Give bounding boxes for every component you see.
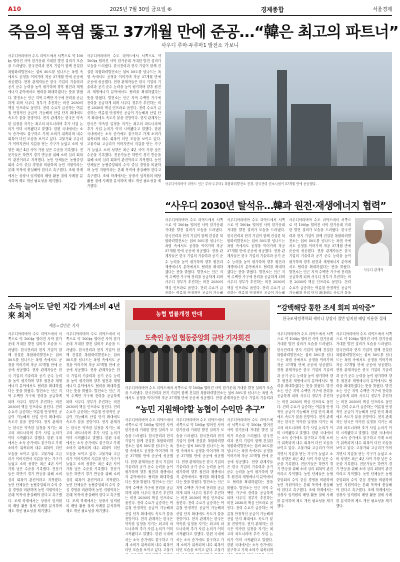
body-column: 사우디아라비아 수도 리야드에서 서쪽으로 약 100㎞ 떨어진 사막 한가운데 거대한 발전 설비가 모습을 드러냈다. 한국전력과 현지 기업이 함께 건설한 복합화력발전소는 섭씨 50도를 넘나드는 폭염 속에서도 공정을 이어가며 착공 37개월 만에 준공에 성공했다. 현장 관계자들은 한국 기업의 기술력과 공기 준수 능력을 높이 평가하며 향후 원전과 재생에너지 분야에서도 협력을 확대하겠다는 뜻을 밝혔다. 발전소는 인근 지역 수백만 가구에 전력을 공급하게 되며 사우디 정부가 추진하는 비전 2030의 핵심 인프라로 꼽힌다. 전력 수요가 급증하는 여름철 안정적인 공급이 가능해 [165, 218, 223, 294]
body-column: 사우디아라비아 수도 리야드에서 서쪽으로 약 100㎞ 떨어진 사막 한가운데 거대한 발전 설비가 모습을 드러냈다. 한국전력과 현지 기업이 함께 건설한 복합화력발전소는 섭씨 50도를 넘나드는 폭염 속에서도 공정을 이어가며 착공 37개월 만에 준공에 성공했다. 현장 관계자들은 한국 기업의 기술력과 공기 준수 능력을 높이 평가하며 향후 원전과 재생에너지 분야에서도 협력을 확대하겠다는 뜻을 밝혔다. 발전소는 인근 지역 수백만 가구에 전력을 공급하게 되며 사우디 정부가 추진하는 비전 2030의 핵심 인프라로 꼽힌다. 전력 수요가 급증하는 여름철 안정적인 공급이 가능해져 산업 단지 확대에도 속도가 붙을 전망이다. 현지 관계자는 한국은 약속한 일정을 지키는 최고의 파트너라며 추가 사업 논의가 이미 시작됐다고 말했다. 한편 국내에서는 소득 증가에도 불구하고 가계 소비가 위축되며 내수 회복이 더딘 모습을 보이고 있다. 고물가와 고금리가 이어지면서 지갑을 닫는 가구가 늘었고 소비 성향은 최근 4년 사이 가장 낮은 수준을 기록했다. 전문가들은 하반기 경기 반등을 위해 소비 심리 회복이 관건이라고 지적했다. 농민 단체들은 농협중앙회의 수익 중심 경영을 비판하며 농민 지원이라는 본래 목적에 충실해야 한다고 촉구했다. 조세 학계에서는 상장사 임직원의 배당 활용 절세 사례를 분석하며 제도 개선 필요성을 제기했다. [8, 54, 83, 183]
body-column: 사우디아라비아 수도 리야드에서 서쪽으로 약 100㎞ 떨어진 사막 한가운데 거대한 발전 설비가 모습을 드러냈다. 한국전력과 현지 기업이 함께 건설한 복합화력발전소는 섭씨 50도를 넘나드는 폭염 속에서도 공정을 이어가며 착공 37개월 만에 준공에 성공했다. 현장 관계자들은 한국 기업의 기술력과 공기 준수 능력을 높이 평가하며 향후 원전과 재생에너지 분야에서도 협력을 확대하겠다는 뜻을 밝혔다. 발전소는 인근 지역 수백만 가구에 전력을 공급하게 되며 사우디 정부가 추진하는 비전 2030의 핵심 인프라로 꼽힌다. 전력 수요가 급증하는 여름철 안정적인 공급이 가능해져 산업 단지 확대에도 속도가 붙을 전망이다. 현지 관계자는 한국은 약속한 일정을 지키는 최고의 파트너라며 추가 사업 논의가 이미 시작됐다고 말했다. 한편 국내에서는 소득 증가에도 불구하고 가계 소비가 위축되며 내수 회복이 더딘 모습을 보이고 있다. 고물가와 고금리가 이어지면서 지갑을 닫는 가구가 늘었고 소비 성향은 최근 4년 사이 가장 낮은 수준을 기록했다. 전문가들은 하반기 경기 반등을 위해 소비 심리 회복이 관건이라고 지적했다. 농민 단체들은 농협중앙회의 수익 중심 경영을 비판하며 농민 지원이라는 본래 목적에 충실해야 한다고 촉구했다. 조세 학계에서는 상장사 임직원의 배당 활용 절세 사례를 분석하며 제도 개선 필요성을 제기했다. [336, 332, 392, 508]
body-column: 사우디아라비아 수도 리야드에서 서쪽으로 약 100㎞ 떨어진 사막 한가운데 거대한 발전 설비가 모습을 드러냈다. 한국전력과 현지 기업이 함께 건설한 복합화력발전소는 섭씨 50도를 넘나드는 폭염 속에서도 공정을 이어가며 착공 37개월 만에 준공에 성공했다. 현장 관계자들은 한국 기업의 기술력과 공기 준수 능력을 높이 평가하며 향후 원전과 재생에너지 분야에서도 협력을 확대하겠다는 뜻을 밝혔다. 발전소는 인근 지역 수백만 가구에 전력을 공급하게 되며 사우디 정부가 추진하는 비전 2030의 핵심 인프라로 꼽힌다. 전력 수요가 급증하는 여름철 안정적인 공급이 가능해져 산업 단지 확대에도 속도가 붙을 [289, 218, 351, 294]
issue-date: 2025년 7월 30일 금요일 ⑥ [109, 7, 172, 13]
photo-caption: 사우디아라비아 리야드 인근 루마·두루마1 복합화력발전소 전경. 한국전력 컨소시엄이 37개월 만에 준공했다. [165, 182, 317, 186]
left-byline: 세종=김민준 기자 [48, 323, 80, 328]
left-headline: 소득 늘어도 닫힌 지갑 가계소비 4년來 최저 [8, 302, 120, 321]
quote-divider [165, 212, 392, 213]
right-divider [277, 313, 392, 314]
body-column: 사우디아라비아 수도 리야드에서 서쪽으로 약 100㎞ 떨어진 사막 한가운데 거대한 발전 설비가 모습을 드러냈다. 한국전력과 현지 기업이 함께 건설한 복합화력발전소는 섭씨 50도를 넘나드는 폭염 속에서도 공정을 이어가며 착공 37개월 만에 준공에 성공했다. 현장 관계자들은 한국 기업의 기술력과 공기 준수 능력을 높이 평가하며 향후 원전과 재생에너지 분야에서도 협력을 확대하겠다는 뜻을 밝혔다. 발전소는 인근 지역 수백만 가구에 전력을 공급하게 되며 사우디 정부가 추진하는 비전 2030의 핵심 인프라로 꼽힌다. 전력 수요가 급증하는 여름철 안정적인 공급이 가능해져 산업 단지 확대에도 속도가 붙을 전망이다. 현지 관계자는 한국은 약속한 일정을 지키는 최고의 파트너라며 추가 사업 논의가 이미 시작됐다고 말했다. 한편 국내에서는 소득 증가에도 불구하고 가계 소비가 위축되며 내수 회복이 더딘 모습을 보이고 있다. 고물가 [176, 418, 224, 553]
body-column: 사우디아라비아 수도 리야드에서 서쪽으로 약 100㎞ 떨어진 사막 한가운데 거대한 발전 설비가 모습을 드러냈다. 한국전력과 현지 기업이 함께 건설한 복합화력발전소는 섭씨 50도를 넘나드는 폭염 속에서도 공정을 이어가며 착공 37개월 만에 준공에 성공했다. 현장 관계자들은 한국 기업의 기술력과 공기 준수 능력을 높이 평가하며 향후 원전과 재생에너지 분야에서도 협력을 확대하겠다는 뜻을 밝혔다. 발전소는 인근 지역 수백만 가구에 전력을 공급하게 되며 사우디 정부가 추진하는 비전 2030의 핵심 인프라로 꼽힌다. 전력 수요가 급증하는 여름철 안정적인 공급이 가능해져 산업 단지 확대에도 속도가 붙을 전망이다. 현지 관계자는 한국은 약속한 일정을 지키는 최고의 파트너라며 추가 사업 논의가 이미 시작됐다고 말했다. 한편 국내에서는 소득 증가에도 불구하고 가계 소비가 위축되며 [227, 418, 273, 553]
body-column: 사우디아라비아 수도 리야드에서 서쪽으로 약 100㎞ 떨어진 사막 한가운데 거대한 발전 설비가 모습을 드러냈다. 한국전력과 현지 기업이 함께 건설한 복합화력발전소는 섭씨 50도를 넘나드는 폭염 속에서도 공정을 이어가며 착공 37개월 만에 준공에 성공했다. 현장 관계자들은 한국 기업의 기술력과 공기 준수 능력을 높이 평가하며 향후 원전과 재생에너지 분야에서도 협력을 확대하겠다는 뜻을 밝혔다. 발전소는 인근 지역 수백만 가구에 전력을 공급하게 되며 사우디 정부가 추진하는 비전 2030의 핵심 인프라로 꼽힌다. 전력 수요가 급증하는 여름철 안정적인 공급이 가능해져 산업 단지 확대에도 속도가 붙을 전망이다. 현지 관계자는 한국은 약속한 일정을 지키는 최고의 파트너라며 추가 사업 논의가 이미 시작됐다고 말했다. 한편 국내에서는 소득 증가에도 불구하고 가계 소비가 위축되며 내수 회복이 더딘 모습을 보이고 있다. 고물가와 고금리가 이어지면서 지갑을 닫는 가구가 늘었고 소비 성향은 최근 4년 사이 가장 낮은 수준을 기록했다. 전문가들은 하반기 경기 반등을 위해 소비 심리 회복이 관건이라고 지적했다. 농민 단체들은 농협중앙회의 수익 중심 경영을 비판하며 농민 지원이라는 본래 목적에 충실해야 한다고 촉구했다. 조세 학계에서는 상장사 임직원의 배당 활용 절세 사례를 분석하며 제도 개선 필요성을 제기했다. [87, 54, 161, 189]
bottom-pull-quote: “농민 지원해야할 농협이 수익만 추구” [135, 405, 265, 414]
right-subheading: 한국조세정책학회 세미나 상장사 절반 임직원 배당 이용한 절세 [282, 316, 387, 321]
masthead [8, 4, 392, 16]
protest-banner-top: 농협 법률개정 반대 [133, 308, 225, 320]
power-plant-photo [165, 52, 392, 180]
paper-name: 서울경제 [372, 7, 392, 13]
interviewee-photo [355, 218, 392, 266]
portrait-caption: 사우디 관계자 [363, 268, 384, 272]
photo-caption-2: 사우디아라비아 수도 리야드에서 서쪽으로 약 100㎞ 떨어진 사막 한가운데 거대한 발전 설비가 모습을 드러냈다. 한국전력과 현지 기업이 함께 건설한 복합화력발전소는 섭씨 50도를 넘나드는 폭염 속에서도 공정을 이어가며 착공 37개월 만에 준공에 성공했다. 현장 관계자들은 한국 기업의 기술력과 [125, 386, 273, 401]
right-headline: “강백해당 통한 조세 회피 파악중” [277, 304, 376, 312]
body-column: 사우디아라비아 수도 리야드에서 서쪽으로 약 100㎞ 떨어진 사막 한가운데 거대한 발전 설비가 모습을 드러냈다. 한국전력과 현지 기업이 함께 건설한 복합화력발전소는 섭씨 50도를 넘나드는 폭염 속에서도 공정을 이어가며 착공 37개월 만에 준공에 성공했다. 현장 관계자들은 한국 기업의 기술력과 공기 준수 능력을 높이 평가하며 향후 원전과 재생에너지 분야에서도 협력을 확대하겠다는 뜻을 밝혔다. 발전소는 인근 지역 수백만 가구에 전력을 공급하게 되며 사우디 정부가 추진하는 비전 2030의 핵심 인프라로 꼽힌다. 전력 수요가 급증하는 여름철 안정적인 공급이 가능해져 산업 단지 확대에도 속도가 붙을 전망이다. 현지 관계자는 한국은 약속한 일정을 지키는 최고의 파트너라며 추가 사업 논의가 이미 시작됐다고 말했다. 한편 국내에서는 소득 증가에도 불구하고 가계 소비가 위축되며 내수 회복이 더딘 모습을 보이고 있다. 고물가와 고금리가 이어지면서 지갑을 닫는 가구가 늘었고 소비 성향은 최근 4년 사이 가장 낮은 수준을 기록했다. 전문가들은 하반기 경기 반등을 위해 소비 심리 회복이 관건이라고 지적했다. 농민 단체들은 농협중앙회의 수익 중심 경영을 비판하며 농민 지원이라는 본래 목적에 충실해야 한다고 촉구했다. 조세 학계에서는 상장사 임직원의 배당 활용 절세 사례를 분석하며 제도 개선 필요성을 제기했다. [66, 332, 120, 513]
body-column: 사우디아라비아 수도 리야드에서 서쪽으로 약 100㎞ 떨어진 사막 한가운데 거대한 발전 설비가 모습을 드러냈다. 한국전력과 현지 기업이 함께 건설한 복합화력발전소는 섭씨 50도를 넘나드는 폭염 속에서도 공정을 이어가며 착공 37개월 만에 준공에 성공했다. 현장 관계자들은 한국 기업의 기술력과 공기 준수 능력을 높이 평가하며 향후 원전과 재생에너지 분야에서도 협력을 확대하겠다는 뜻을 밝혔다. 발전소는 인근 지역 수백만 가구에 전력을 공급하게 되며 사우디 정부가 추진하는 비전 2030의 핵심 인프라로 꼽힌다. 전력 수요가 급증하는 여름철 안정적인 공급이 가능해져 산업 단지 확대에도 속도가 붙을 전망이다. 현지 관계자는 한국은 약속한 일정을 지키는 최고의 파트너라며 추가 사업 논의가 이미 시작됐다고 말했다. 한편 국내에서는 소득 증가에도 불구하고 가계 소비가 위축되며 내수 회복이 더딘 모습을 보이고 있다. 고물가와 고금리가 이어지면서 지갑을 닫는 가구가 늘었고 소비 성향은 최근 4년 사이 가장 낮은 수준을 기록했다. 전문가들은 하반기 경기 반등을 위해 소비 심리 회복이 관건이라고 지적했다. 농민 단체들은 농협중앙회의 수익 중심 경영을 비판하며 농민 지원이라는 본래 목적에 충실해야 한다고 촉구했다. 조세 학계에서는 상장사 임직원의 배당 활용 절세 사례를 분석하며 제도 개선 필요성을 제기했다. [277, 332, 333, 508]
body-column: 사우디아라비아 수도 리야드에서 서쪽으로 약 100㎞ 떨어진 사막 한가운데 거대한 발전 설비가 모습을 드러냈다. 한국전력과 현지 기업이 함께 건설한 복합화력발전소는 섭씨 50도를 넘나드는 폭염 속에서도 공정을 이어가며 착공 37개월 만에 준공에 성공했다. 현장 관계자들은 한국 기업의 기술력과 공기 준수 능력을 높이 평가하며 향후 원전과 재생에너지 분야에서도 협력을 확대하겠다는 뜻을 밝혔다. 발전소는 인근 지역 수백만 가구에 전력을 공급하게 되며 사우디 정부가 추진하는 비전 2030의 핵심 인프라로 꼽힌다. 전력 수요가 급증하는 여름철 안정적인 공급이 가능해져 산업 단지 확대에도 속도가 붙을 전망이다. 현지 관계자는 한국은 약속한 일정을 지키는 최고의 파트너라며 추가 사업 논의가 이미 시작됐다고 말했다. 한편 국내에서는 소득 증가에도 불구하고 가계 소비가 위축되며 내수 회복이 더딘 모습을 보이고 있다. 고물가 [125, 418, 173, 553]
page-number: A10 [8, 6, 21, 13]
body-column: 사우디아라비아 수도 리야드에서 서쪽으로 약 100㎞ 떨어진 사막 한가운데 거대한 발전 설비가 모습을 드러냈다. 한국전력과 현지 기업이 함께 건설한 복합화력발전소는 섭씨 50도를 넘나드는 폭염 속에서도 공정을 이어가며 착공 37개월 만에 준공에 성공했다. 현장 관계자들은 한국 기업의 기술력과 공기 준수 능력을 높이 평가하며 향후 원전과 재생에너지 분야에서도 협력을 확대하겠다는 뜻을 밝혔다. 발전소는 인근 지역 수백만 가구에 전력을 공급하게 되며 사우디 정부가 추진하는 비전 2030의 핵심 인프라로 꼽힌다. 전력 수요가 급증하는 여름철 안정적인 공급이 가능해 [227, 218, 285, 294]
protest-banner-main: 도축인 농업 협동중앙회 규탄 기자회견 [125, 330, 270, 344]
pull-quote: “사우디 2030년 탈석유…韓과 원전·재생에너지 협력” [165, 201, 387, 212]
main-subline: 사우디 루마·두루마1 발전소 가보니 [161, 43, 239, 49]
section-divider [8, 296, 392, 297]
protest-photo [125, 300, 270, 382]
section-name: 경제종합 [260, 7, 284, 14]
body-column: 사우디아라비아 수도 리야드에서 서쪽으로 약 100㎞ 떨어진 사막 한가운데 거대한 발전 설비가 모습을 드러냈다. 한국전력과 현지 기업이 함께 건설한 복합화력발전소는 섭씨 50도를 넘나드는 폭염 속에서도 공정을 이어가며 착공 37개월 만에 준공에 성공했다. 현장 관계자들은 한국 기업의 기술력과 공기 준수 능력을 높이 평가하며 향후 원전과 재생에너지 분야에서도 협력을 확대하겠다는 뜻을 밝혔다. 발전소는 인근 지역 수백만 가구에 전력을 공급하게 되며 사우디 정부가 추진하는 비전 2030의 핵심 인프라로 꼽힌다. 전력 수요가 급증하는 여름철 안정적인 공급이 가능해져 산업 단지 확대에도 속도가 붙을 전망이다. 현지 관계자는 한국은 약속한 일정을 지키는 최고의 파트너라며 추가 사업 논의가 이미 시작됐다고 말했다. 한편 국내에서는 소득 증가에도 불구하고 가계 소비가 위축되며 내수 회복이 더딘 모습을 보이고 있다. 고물가와 고금리가 이어지면서 지갑을 닫는 가구가 늘었고 소비 성향은 최근 4년 사이 가장 낮은 수준을 기록했다. 전문가들은 하반기 경기 반등을 위해 소비 심리 회복이 관건이라고 지적했다. 농민 단체들은 농협중앙회의 수익 중심 경영을 비판하며 농민 지원이라는 본래 목적에 충실해야 한다고 촉구했다. 조세 학계에서는 상장사 임직원의 배당 활용 절세 사례를 분석하며 제도 개선 필요성을 제기했다. [8, 332, 62, 513]
main-headline: 죽음의 폭염 뚫고 37개월 만에 준공…“韓은 최고의 파트너” [8, 23, 399, 41]
